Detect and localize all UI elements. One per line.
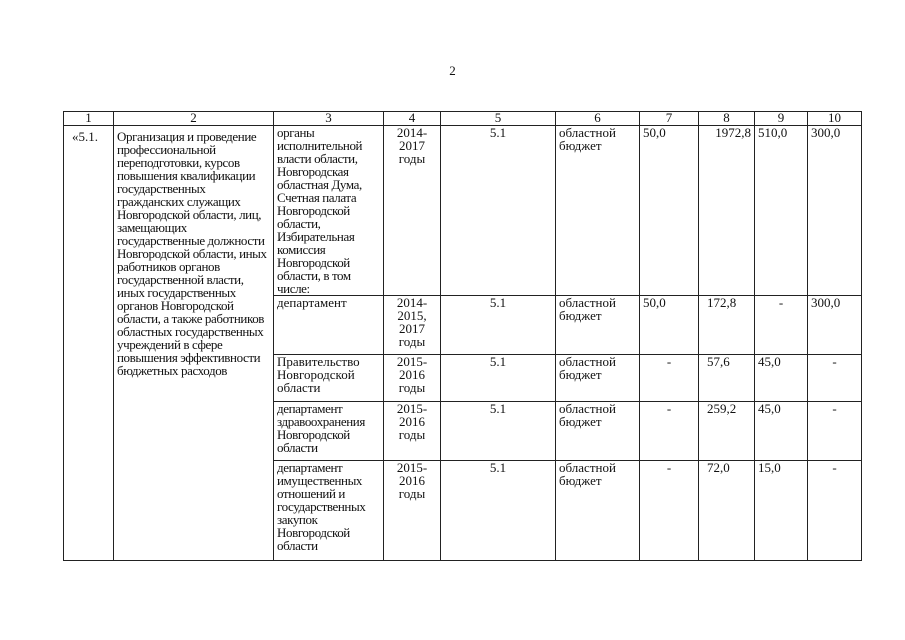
value-cell: 510,0 [755,126,808,296]
value-cell: 57,6 [699,355,755,402]
source-cell: областной бюджет [556,355,640,402]
header-cell: 4 [384,112,441,126]
source-cell: областной бюджет [556,402,640,461]
period-cell: 2015-2016 годы [384,355,441,402]
target-cell: 5.1 [441,296,556,355]
period-cell: 2014-2015, 2017 годы [384,296,441,355]
value-cell: 72,0 [699,461,755,561]
executor-cell: департамент имущественных отношений и государственных закупок Новгородской области [274,461,384,561]
executor-cell: Правительство Новгородской области [274,355,384,402]
value-cell: - [808,461,862,561]
period-cell: 2015-2016 годы [384,402,441,461]
table-row [64,126,862,296]
value-cell: 259,2 [699,402,755,461]
header-row [64,112,862,126]
value-cell: - [640,355,699,402]
value-cell: 15,0 [755,461,808,561]
value-cell: - [808,355,862,402]
value-cell: 172,8 [699,296,755,355]
value-cell: 50,0 [640,296,699,355]
source-cell: областной бюджет [556,126,640,296]
executor-cell: департамент здравоохранения Новгородской области [274,402,384,461]
header-cell: 1 [64,112,114,126]
period-cell: 2014-2017 годы [384,126,441,296]
target-cell: 5.1 [441,461,556,561]
executor-cell: департамент [274,296,384,355]
value-cell: - [640,402,699,461]
item-description: Организация и проведение профессиональной переподготовки, курсов повышения квалификации государственных гражданских служащих Новгородской области, лиц, замещающих государственные должности Новгородской области, иных работников органов государственной власти, иных государственных органов Новгородской области, а также работников областных государственных учреждений в сфере повышения эффективности бюджетных расходов [114,126,274,561]
source-cell: областной бюджет [556,461,640,561]
item-number: «5.1. [64,126,114,561]
value-cell: 300,0 [808,126,862,296]
header-cell: 7 [640,112,699,126]
header-cell: 9 [755,112,808,126]
header-cell: 8 [699,112,755,126]
value-cell: 300,0 [808,296,862,355]
header-cell: 10 [808,112,862,126]
value-cell: 45,0 [755,355,808,402]
header-cell: 3 [274,112,384,126]
header-cell: 5 [441,112,556,126]
value-cell: - [640,461,699,561]
value-cell: 45,0 [755,402,808,461]
value-cell: 1972,8 [699,126,755,296]
value-cell: - [755,296,808,355]
period-cell: 2015-2016 годы [384,461,441,561]
value-cell: - [808,402,862,461]
target-cell: 5.1 [441,402,556,461]
target-cell: 5.1 [441,126,556,296]
value-cell: 50,0 [640,126,699,296]
target-cell: 5.1 [441,355,556,402]
program-table [63,111,862,561]
header-cell: 6 [556,112,640,126]
source-cell: областной бюджет [556,296,640,355]
executor-cell: органы исполнительной власти области, Новгородская областная Дума, Счетная палата Новгородской области, Избирательная комиссия Новгородской области, в том числе: [274,126,384,296]
header-cell: 2 [114,112,274,126]
page-number: 2 [449,63,456,78]
